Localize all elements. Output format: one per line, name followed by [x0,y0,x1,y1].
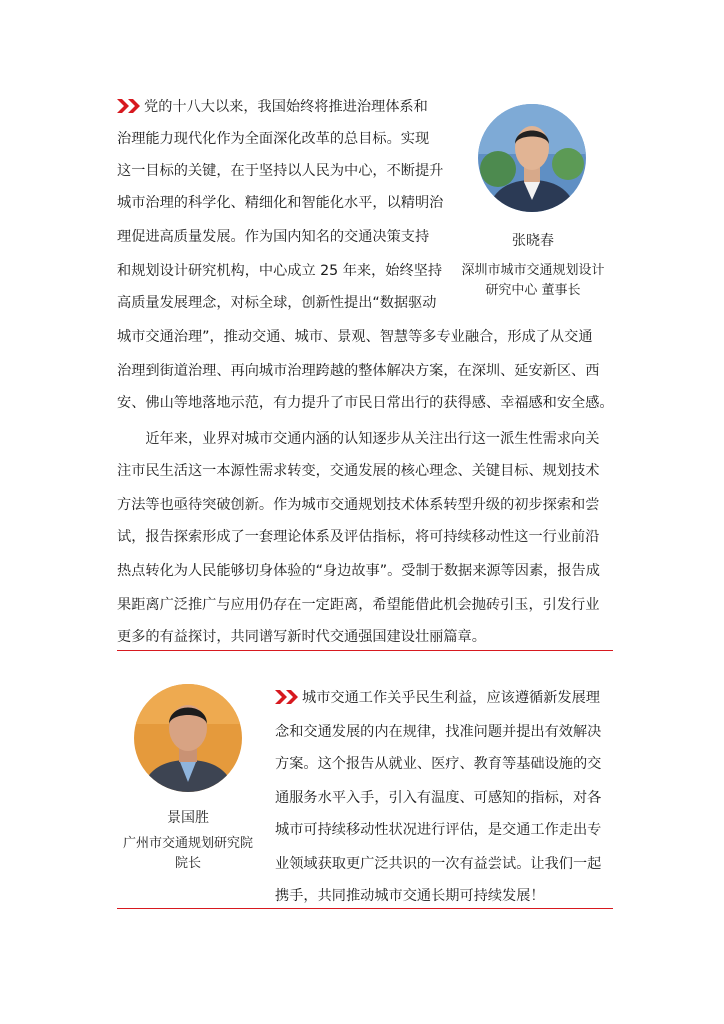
section1-paragraph-line: 治理能力现代化作为全面深化改革的总目标。实现 [117,131,430,147]
section2-paragraph-line: 携手，共同推动城市交通长期可持续发展！ [275,888,545,904]
section2-divider [117,908,613,909]
section1-paragraph-line: 这一目标的关键，在于坚持以人民为中心，不断提升 [117,163,444,179]
person-name: 张晓春 [512,233,554,249]
section1-paragraph-line: 热点转化为人民能够切身体验的“身边故事”。受制于数据来源等因素，报告成 [117,563,600,579]
section1-paragraph-line: 注市民生活这一本源性需求转变，交通发展的核心理念、关键目标、规划技术 [117,463,600,479]
person-title-line: 广州市交通规划研究院 [122,836,253,851]
section1-paragraph-line: 试，报告探索形成了一套理论体系及评估指标，将可持续移动性这一行业前沿 [117,529,600,545]
person-title-line: 院长 [174,856,201,871]
section1-lead-text: 党的十八大以来，我国始终将推进治理体系和 [144,99,428,115]
section1-divider [117,650,613,651]
double-chevron-right-icon [275,690,299,704]
section2-paragraph-line: 业领域获取更广泛共识的一次有益尝试。让我们一起 [275,856,602,872]
portrait-photo-jing [134,684,242,792]
section2-paragraph-line: 方案。这个报告从就业、医疗、教育等基础设施的交 [275,756,602,772]
section2-paragraph-line: 城市可持续移动性状况进行评估，是交通工作走出专 [275,822,602,838]
section1-paragraph-line: 和规划设计研究机构，中心成立 25 年来，始终坚持 [117,263,443,279]
section1-paragraph-line: 城市治理的科学化、精细化和智能化水平，以精明治 [117,195,444,211]
person-title-line: 研究中心 董事长 [485,283,581,298]
section1-paragraph-line-1 [117,97,428,117]
section1-paragraph-line: 更多的有益探讨，共同谱写新时代交通强国建设壮丽篇章。 [117,629,486,645]
section1-paragraph-line: 理促进高质量发展。作为国内知名的交通决策支持 [117,229,430,245]
section2-lead-text: 城市交通工作关乎民生利益，应该遵循新发展理 [302,690,600,706]
section1-paragraph-line: 安、佛山等地落地示范，有力提升了市民日常出行的获得感、幸福感和安全感。 [117,395,614,411]
section1-paragraph-line: 城市交通治理”，推动交通、城市、景观、智慧等多专业融合，形成了从交通 [117,329,593,345]
portrait-photo-zhang [478,104,586,212]
section1-paragraph-line: 治理到街道治理、再向城市治理跨越的整体解决方案，在深圳、延安新区、西 [117,363,600,379]
section1-paragraph-line: 果距离广泛推广与应用仍存在一定距离，希望能借此机会抛砖引玉，引发行业 [117,597,600,613]
person-caption-zhang [450,231,616,301]
person-title-line: 深圳市城市交通规划设计 [461,263,605,278]
section2-paragraph-line: 通服务水平入手，引入有温度、可感知的指标，对各 [275,790,602,806]
section1-paragraph-line: 近年来，业界对城市交通内涵的认知逐步从关注出行这一派生性需求向关 [117,431,600,447]
person-caption-jing [104,808,272,874]
section1-paragraph-line: 方法等也亟待突破创新。作为城市交通规划技术体系转型升级的初步探索和尝 [117,497,600,513]
double-chevron-right-icon [117,99,141,113]
section2-paragraph-line-1 [275,688,600,708]
person-name: 景国胜 [167,810,209,826]
section2-paragraph-line: 念和交通发展的内在规律，找准问题并提出有效解决 [275,724,602,740]
section1-paragraph-line: 高质量发展理念，对标全球，创新性提出“数据驱动 [117,295,437,311]
